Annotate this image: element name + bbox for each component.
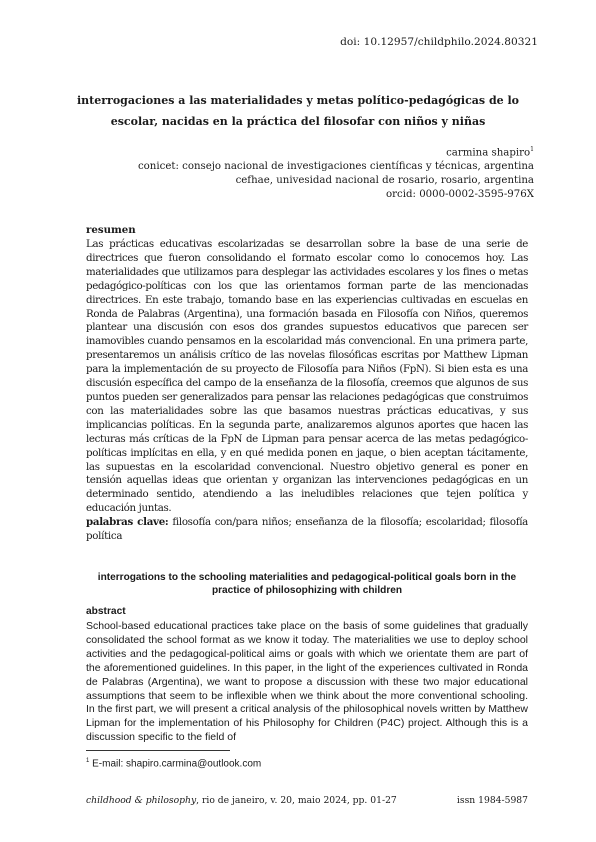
abstract-heading: abstract (86, 606, 126, 617)
abstract-text: School-based educational practices take place on the basis of some guidelines that gradually consolidated the school format as we know it today. The materialities we use to deploy school activities and the pedagogical-political aims or goals with which we orientate them are part of the aforementioned guidelines. In this paper, in the light of the experiences cultivated in Ronda de Palabras (Argentina), we want to propose a discussion with these two major educational assumptions that seem to be inflexible when we think about the more conventional schooling. In the first part, we will present a critical analysis of the philosophical novels written by Matthew Lipman for the implementation of his Philosophy for Children (P4C) project. Although this is a discussion specific to the field of (86, 620, 528, 744)
keywords-label: palabras clave: (86, 516, 169, 528)
article-title-es: interrogaciones a las materialidades y metas político-pedagógicas de lo escolar, nacidas en la práctica del filosofar con niños y niñas (77, 94, 519, 128)
journal-name: childhood & philosophy (86, 795, 197, 806)
page-footer (86, 795, 528, 806)
resumen-text: Las prácticas educativas escolarizadas se desarrollan sobre la base de una serie de directrices que fueron consolidando el formato escolar como lo conocemos hoy. Las materialidades que utilizamos para desplegar las actividades escolares y los fines o metas pedagógico-políticas con los que las orientamos forman parte de las mencionadas directrices. En este trabajo, tomando base en las experiencias cultivadas en escuelas en Ronda de Palabras (Argentina), una formación basada en Filosofía con Niños, queremos plantear una discusión con esos dos grandes supuestos educativos que parecen ser inamovibles cuando pensamos en la escolaridad más convencional. En una primera parte, presentaremos un análisis crítico de las novelas filosóficas escritas por Matthew Lipman para la implementación de su proyecto de Filosofía para Niños (FpN). Si bien esta es una discusión específica del campo de la enseñanza de la filosofía, creemos que algunos de sus puntos pueden ser generalizados para pensar las relaciones pedagógicas que construimos con las materialidades sobre las que basamos nuestras prácticas educativas, y sus implicancias políticas. En la segunda parte, analizaremos algunos aportes que hacen las lecturas más críticas de la FpN de Lipman para pensar acerca de las metas pedagógico-políticas implícitas en ella, y en qué medida ponen en jaque, o bien aceptan tácitamente, las supuestas en la escolaridad convencional. Nuestro objetivo general es poner en tensión aquellas ideas que orientan y organizan las intervenciones pedagógicas en un determinado sentido, atendiendo a las ineludibles relaciones que tejen política y educación juntas. (86, 238, 528, 515)
issn: issn 1984-5987 (456, 795, 528, 806)
orcid: orcid: 0000-0002-3595-976X (386, 189, 534, 201)
footnote-number: 1 (86, 758, 90, 764)
affiliation-2: cefhae, univesidad nacional de rosario, rosario, argentina (235, 175, 534, 187)
article-title-en: interrogations to the schooling materialities and pedagogical-political goals born in the practice of philosophizing with children (97, 572, 517, 596)
resumen-heading: resumen (86, 224, 136, 236)
author-name: carmina shapiro$^1$ (446, 146, 534, 159)
footnote (86, 758, 261, 769)
author-block (94, 143, 534, 202)
keywords (86, 516, 528, 544)
affiliation-1: conicet: consejo nacional de investigaciones científicas y técnicas, argentina (137, 161, 534, 173)
footnote-mark: 1 (530, 146, 534, 153)
journal-details: , rio de janeiro, v. 20, maio 2024, pp. 01-27 (196, 795, 397, 806)
footnote-divider (86, 750, 230, 751)
doi-header: doi: 10.12957/childphilo.2024.80321 (340, 36, 538, 48)
footnote-text: E-mail: shapiro.carmina@outlook.com (89, 758, 262, 770)
keywords-text: filosofía con/para niños; enseñanza de la filosofía; escolaridad; filosofía política (86, 516, 528, 542)
